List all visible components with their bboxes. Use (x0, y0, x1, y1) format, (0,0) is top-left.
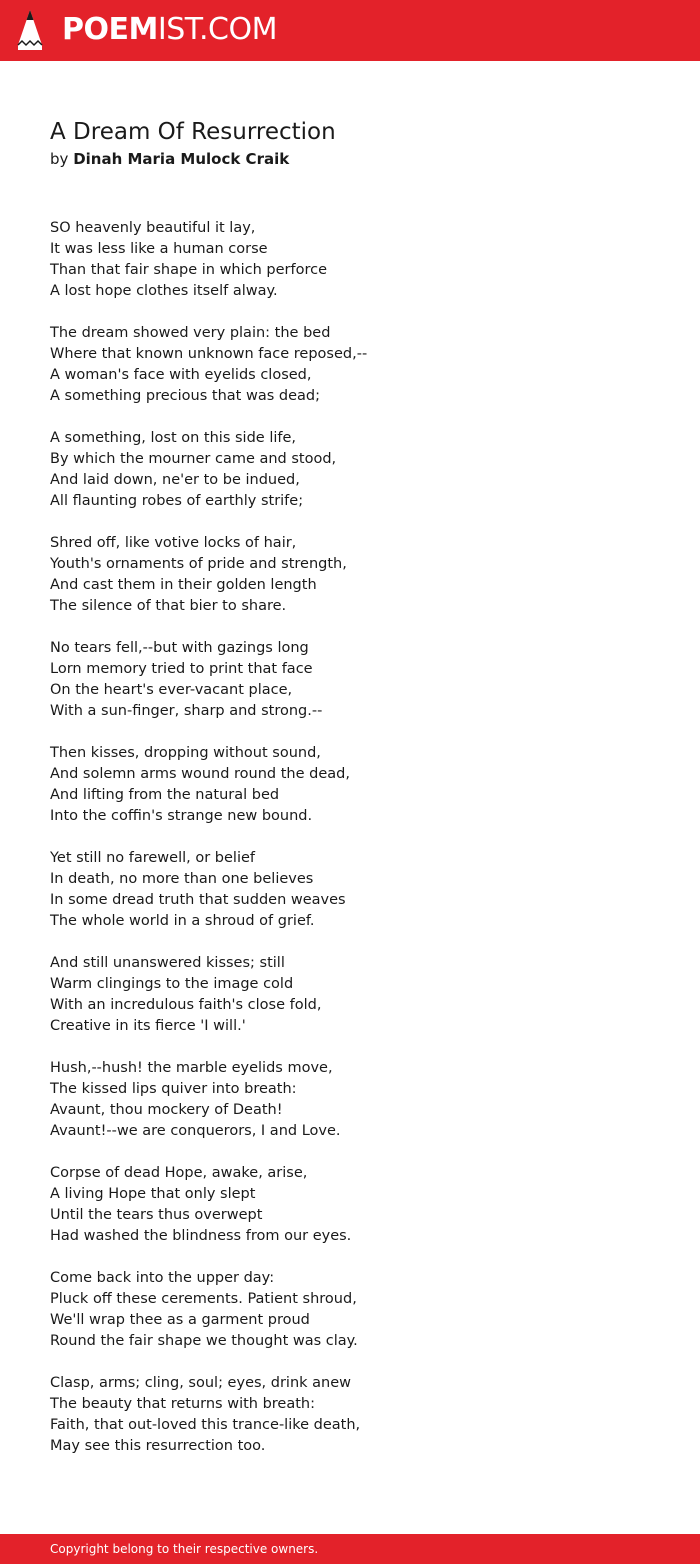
poem-line: We'll wrap thee as a garment proud (50, 1312, 310, 1328)
poem-line: Yet still no farewell, or belief (50, 850, 256, 866)
stanza (50, 1373, 650, 1457)
poem-line: And lifting from the natural bed (50, 787, 280, 803)
poem-line: By which the mourner came and stood, (50, 451, 337, 467)
by-label: by (50, 150, 69, 168)
poem-line: Round the fair shape we thought was clay. (50, 1333, 358, 1349)
poem-line: In some dread truth that sudden weaves (50, 892, 346, 908)
copyright-text: Copyright belong to their respective owners. (50, 1542, 319, 1556)
poem-title: A Dream Of Resurrection (50, 119, 336, 145)
poem-line: The whole world in a shroud of grief. (50, 913, 315, 929)
poem-line: Avaunt, thou mockery of Death! (50, 1102, 283, 1118)
poem-line: May see this resurrection too. (50, 1438, 266, 1454)
poem-line: Corpse of dead Hope, awake, arise, (50, 1165, 308, 1181)
pencil-tip-icon[interactable] (17, 9, 43, 51)
poem-line: SO heavenly beautiful it lay, (50, 220, 256, 236)
site-logo[interactable] (62, 11, 277, 49)
poem-line: And still unanswered kisses; still (50, 955, 285, 971)
poem-body (50, 218, 650, 1478)
poem-line: With a sun-finger, sharp and strong.-- (50, 703, 323, 719)
poem-line: A something, lost on this side life, (50, 430, 297, 446)
poem-line: Had washed the blindness from our eyes. (50, 1228, 352, 1244)
stanza (50, 953, 650, 1037)
poem-line: A living Hope that only slept (50, 1186, 256, 1202)
poem-line: With an incredulous faith's close fold, (50, 997, 322, 1013)
site-header (0, 0, 700, 61)
author-name[interactable]: Dinah Maria Mulock Craik (73, 150, 290, 168)
poem-line: And cast them in their golden length (50, 577, 317, 593)
poem-line: Shred off, like votive locks of hair, (50, 535, 297, 551)
poem-line: Where that known unknown face reposed,-- (50, 346, 368, 362)
poem-line: The kissed lips quiver into breath: (50, 1081, 297, 1097)
poem-line: All flaunting robes of earthly strife; (50, 493, 304, 509)
poem-line: No tears fell,--but with gazings long (50, 640, 309, 656)
stanza (50, 1268, 650, 1352)
stanza (50, 848, 650, 932)
poem-line: Then kisses, dropping without sound, (50, 745, 321, 761)
stanza (50, 218, 650, 302)
poem-line: And solemn arms wound round the dead, (50, 766, 350, 782)
byline (50, 148, 289, 170)
poem-line: Avaunt!--we are conquerors, I and Love. (50, 1123, 341, 1139)
stanza (50, 323, 650, 407)
poem-line: Until the tears thus overwept (50, 1207, 263, 1223)
poem-line: Hush,--hush! the marble eyelids move, (50, 1060, 333, 1076)
poem-line: The beauty that returns with breath: (50, 1396, 315, 1412)
poem-line: On the heart's ever-vacant place, (50, 682, 293, 698)
poem-line: Creative in its fierce 'I will.' (50, 1018, 246, 1034)
poem-line: Pluck off these cerements. Patient shroud, (50, 1291, 357, 1307)
poem-line: Warm clingings to the image cold (50, 976, 294, 992)
stanza (50, 428, 650, 512)
stanza (50, 743, 650, 827)
poem-line: And laid down, ne'er to be indued, (50, 472, 300, 488)
poem-line: A something precious that was dead; (50, 388, 320, 404)
stanza (50, 1058, 650, 1142)
poem-line: It was less like a human corse (50, 241, 268, 257)
poem-line: A woman's face with eyelids closed, (50, 367, 312, 383)
logo-light-text: IST.COM (157, 12, 277, 47)
poem-line: Than that fair shape in which perforce (50, 262, 328, 278)
stanza (50, 638, 650, 722)
poem-line: A lost hope clothes itself alway. (50, 283, 278, 299)
stanza (50, 533, 650, 617)
stanza (50, 1163, 650, 1247)
poem-line: The dream showed very plain: the bed (50, 325, 331, 341)
poem-line: Lorn memory tried to print that face (50, 661, 313, 677)
poem-line: In death, no more than one believes (50, 871, 314, 887)
poem-line: Come back into the upper day: (50, 1270, 275, 1286)
logo-bold-text: POEM (62, 12, 158, 47)
poem-line: Into the coffin's strange new bound. (50, 808, 313, 824)
poem-line: Faith, that out-loved this trance-like death, (50, 1417, 361, 1433)
site-footer (0, 1534, 700, 1564)
poem-line: The silence of that bier to share. (50, 598, 287, 614)
poem-line: Youth's ornaments of pride and strength, (50, 556, 347, 572)
poem-line: Clasp, arms; cling, soul; eyes, drink anew (50, 1375, 352, 1391)
